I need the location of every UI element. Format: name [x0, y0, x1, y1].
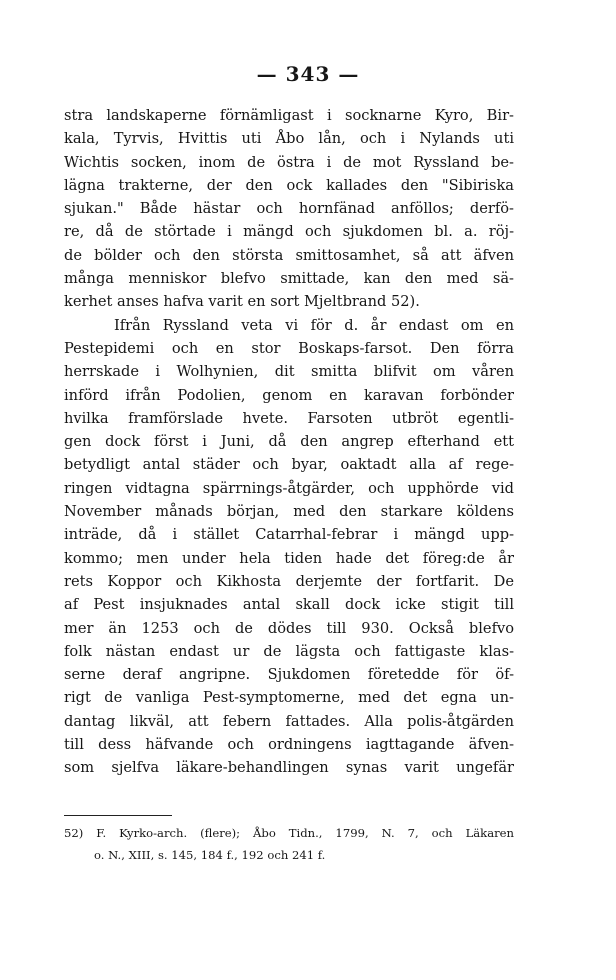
paragraph-start-line: Ifrån Ryssland veta vi för d. år endast om en — [114, 316, 514, 334]
text-line: de bölder och den största smittosamhet, så att äfven — [64, 246, 514, 264]
text-line: lägna trakterne, der den ock kallades den "Sibiriska — [64, 176, 514, 194]
text-line: Wichtis socken, inom de östra i de mot Ryssland be- — [64, 153, 514, 171]
footnote — [64, 822, 514, 866]
text-line: ringen vidtagna spärrnings-åtgärder, och upphörde vid — [64, 479, 514, 497]
text-line: som sjelfva läkare-behandlingen synas varit ungefär — [64, 759, 514, 777]
text-line: kala, Tyrvis, Hvittis uti Åbo lån, och i Nylands uti — [64, 130, 514, 148]
text-line: rigt de vanliga Pest-symptomerne, med det egna un- — [64, 689, 514, 707]
text-line: betydligt antal städer och byar, oaktadt alla af rege- — [64, 456, 514, 474]
text-line: kerhet anses hafva varit en sort Mjeltbrand 52). — [64, 293, 420, 311]
text-line: införd ifrån Podolien, genom en karavan forbönder — [64, 386, 514, 404]
page-number: — 343 — — [256, 62, 360, 86]
text-line: inträde, då i stället Catarrhal-febrar i mängd upp- — [64, 526, 514, 544]
footnote-line: 52) F. Kyrko-arch. (flere); Åbo Tidn., 1799, N. 7, och Läkaren — [64, 826, 514, 840]
text-line: herrskade i Wolhynien, dit smitta blifvit om våren — [64, 363, 514, 381]
text-line: stra landskaperne förnämligast i socknarne Kyro, Bir- — [64, 107, 514, 124]
text-line: hvilka framförslade hvete. Farsoten utbröt egentli- — [64, 409, 514, 427]
text-line: sjukan." Både hästar och hornfänad anföllos; derfö- — [64, 200, 514, 218]
body-text — [64, 104, 514, 780]
text-line: mer än 1253 och de dödes till 930. Också blefvo — [64, 619, 514, 637]
text-line: November månads början, med den starkare köldens — [64, 503, 514, 521]
text-line: re, då de störtade i mängd och sjukdomen bl. a. röj- — [64, 223, 514, 241]
text-line: folk nästan endast ur de lägsta och fattigaste klas- — [64, 642, 514, 660]
text-line: serne deraf angripne. Sjukdomen företedde för öf- — [64, 666, 514, 684]
text-line: Pestepidemi och en stor Boskaps-farsot. Den förra — [64, 339, 514, 357]
text-line: dantag likväl, att febern fattades. Alla polis-åtgärden — [64, 712, 514, 730]
text-line: kommo; men under hela tiden hade det föreg:de år — [64, 549, 514, 567]
text-line: många menniskor blefvo smittade, kan den med sä- — [64, 270, 514, 288]
text-line: rets Koppor och Kikhosta derjemte der fortfarit. De — [64, 572, 514, 590]
text-line: gen dock först i Juni, då den angrep efterhand ett — [64, 433, 514, 451]
footnote-line: o. N., XIII, s. 145, 184 f., 192 och 241 f. — [94, 848, 326, 862]
text-line: till dess häfvande och ordningens iagttagande äfven- — [64, 736, 514, 754]
footnote-divider — [64, 815, 172, 816]
text-line: af Pest insjuknades antal skall dock icke stigit till — [64, 596, 514, 614]
